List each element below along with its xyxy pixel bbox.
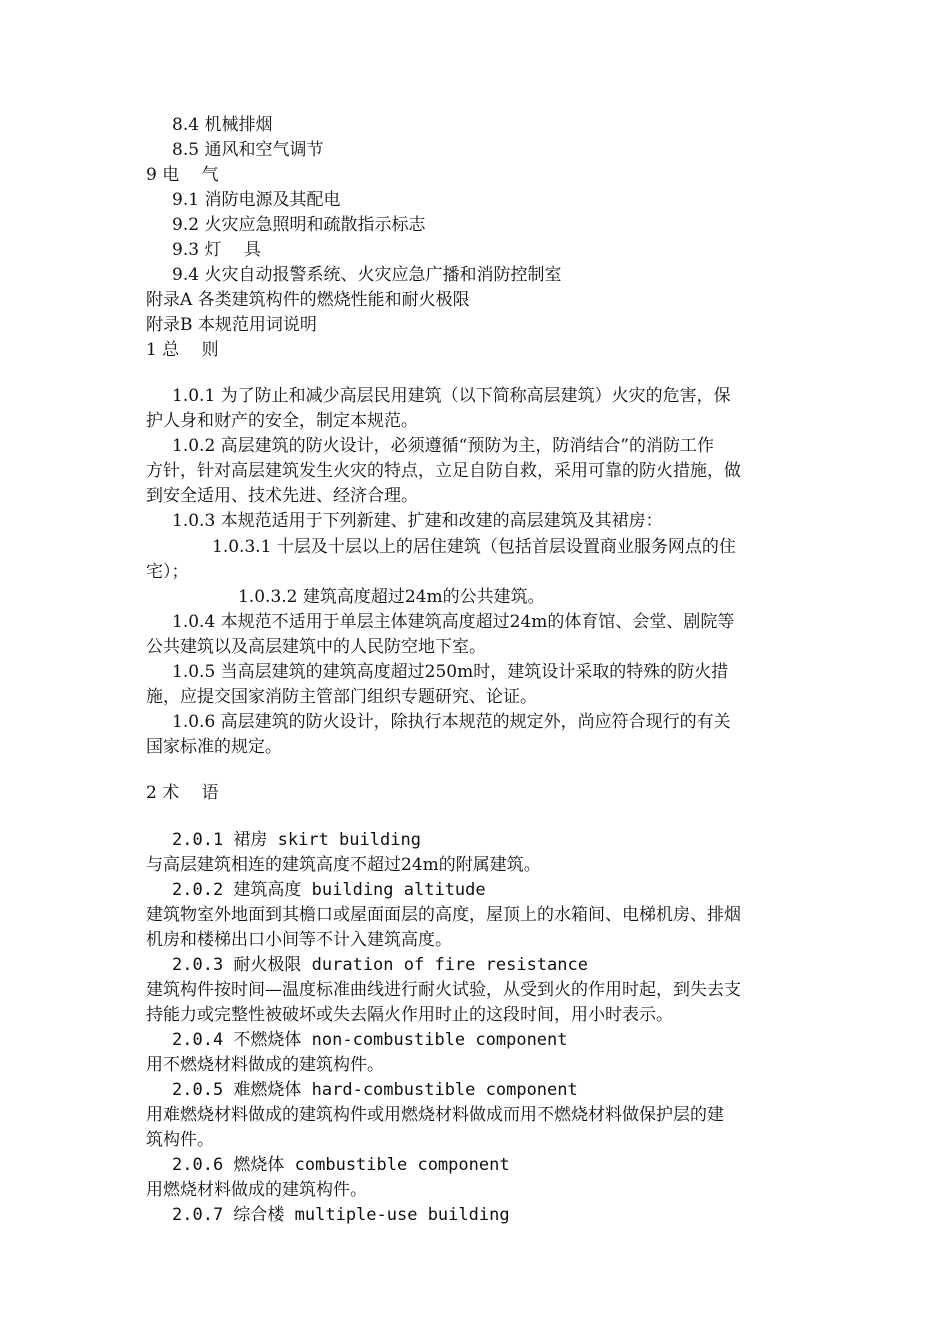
term-2-0-7: 2.0.7 综合楼 multiple-use building (172, 1205, 510, 1225)
term-2-0-5-definition-line-2: 筑构件。 (146, 1130, 214, 1150)
term-2-0-2-definition-line-2: 机房和楼梯出口小间等不计入建筑高度。 (146, 930, 452, 950)
term-2-0-3-definition-line-1: 建筑构件按时间—温度标准曲线进行耐火试验，从受到火的作用时起，到失去支 (146, 980, 741, 1000)
clause-1-0-3-2: 1.0.3.2 建筑高度超过24m的公共建筑。 (238, 587, 545, 607)
clause-1-0-2-line-3: 到安全适用、技术先进、经济合理。 (146, 486, 418, 506)
clause-1-0-1-line-2: 护人身和财产的安全，制定本规范。 (146, 411, 418, 431)
term-2-0-1: 2.0.1 裙房 skirt building (172, 830, 421, 850)
term-2-0-4-definition: 用不燃烧材料做成的建筑构件。 (146, 1055, 384, 1075)
clause-1-0-2-line-2: 方针，针对高层建筑发生火灾的特点，立足自防自救，采用可靠的防火措施，做 (146, 461, 741, 481)
term-2-0-2: 2.0.2 建筑高度 building altitude (172, 880, 486, 900)
term-2-0-6: 2.0.6 燃烧体 combustible component (172, 1155, 510, 1175)
clause-1-0-3-1-line-2: 宅）； (146, 562, 189, 582)
toc-item-8-4: 8.4 机械排烟 (172, 115, 273, 135)
clause-1-0-3-1-line-1: 1.0.3.1 十层及十层以上的居住建筑（包括首层设置商业服务网点的住 (212, 537, 736, 557)
chapter-2-heading: 2 术 语 (146, 783, 219, 803)
toc-item-9-1: 9.1 消防电源及其配电 (172, 190, 341, 210)
toc-item-9-3: 9.3 灯 具 (172, 240, 261, 260)
term-2-0-3: 2.0.3 耐火极限 duration of fire resistance (172, 955, 588, 975)
clause-1-0-2-line-1: 1.0.2 高层建筑的防火设计，必须遵循“预防为主，防消结合”的消防工作 (172, 436, 715, 456)
clause-1-0-6-line-2: 国家标准的规定。 (146, 737, 282, 757)
term-2-0-5: 2.0.5 难燃烧体 hard-combustible component (172, 1080, 578, 1100)
clause-1-0-1-line-1: 1.0.1 为了防止和减少高层民用建筑（以下简称高层建筑）火灾的危害，保 (172, 386, 731, 406)
term-2-0-4: 2.0.4 不燃烧体 non-combustible component (172, 1030, 568, 1050)
clause-1-0-5-line-2: 施，应提交国家消防主管部门组织专题研究、论证。 (146, 687, 537, 707)
toc-item-9-2: 9.2 火灾应急照明和疏散指示标志 (172, 215, 426, 235)
toc-item-9-4: 9.4 火灾自动报警系统、火灾应急广播和消防控制室 (172, 265, 562, 285)
clause-1-0-4-line-2: 公共建筑以及高层建筑中的人民防空地下室。 (146, 637, 486, 657)
clause-1-0-6-line-1: 1.0.6 高层建筑的防火设计，除执行本规范的规定外，尚应符合现行的有关 (172, 712, 731, 732)
toc-appendix-b: 附录B 本规范用词说明 (146, 315, 317, 335)
toc-appendix-a: 附录A 各类建筑构件的燃烧性能和耐火极限 (146, 290, 470, 310)
clause-1-0-3: 1.0.3 本规范适用于下列新建、扩建和改建的高层建筑及其裙房： (172, 511, 663, 531)
toc-item-9: 9 电 气 (146, 165, 219, 185)
chapter-1-heading: 1 总 则 (146, 340, 219, 360)
term-2-0-1-definition: 与高层建筑相连的建筑高度不超过24m的附属建筑。 (146, 855, 541, 875)
clause-1-0-4-line-1: 1.0.4 本规范不适用于单层主体建筑高度超过24m的体育馆、会堂、剧院等 (172, 612, 735, 632)
term-2-0-2-definition-line-1: 建筑物室外地面到其檐口或屋面面层的高度，屋顶上的水箱间、电梯机房、排烟 (146, 905, 741, 925)
term-2-0-3-definition-line-2: 持能力或完整性被破坏或失去隔火作用时止的这段时间，用小时表示。 (146, 1005, 673, 1025)
toc-item-8-5: 8.5 通风和空气调节 (172, 140, 324, 160)
term-2-0-5-definition-line-1: 用难燃烧材料做成的建筑构件或用燃烧材料做成而用不燃烧材料做保护层的建 (146, 1105, 724, 1125)
clause-1-0-5-line-1: 1.0.5 当高层建筑的建筑高度超过250m时，建筑设计采取的特殊的防火措 (172, 662, 729, 682)
term-2-0-6-definition: 用燃烧材料做成的建筑构件。 (146, 1180, 367, 1200)
